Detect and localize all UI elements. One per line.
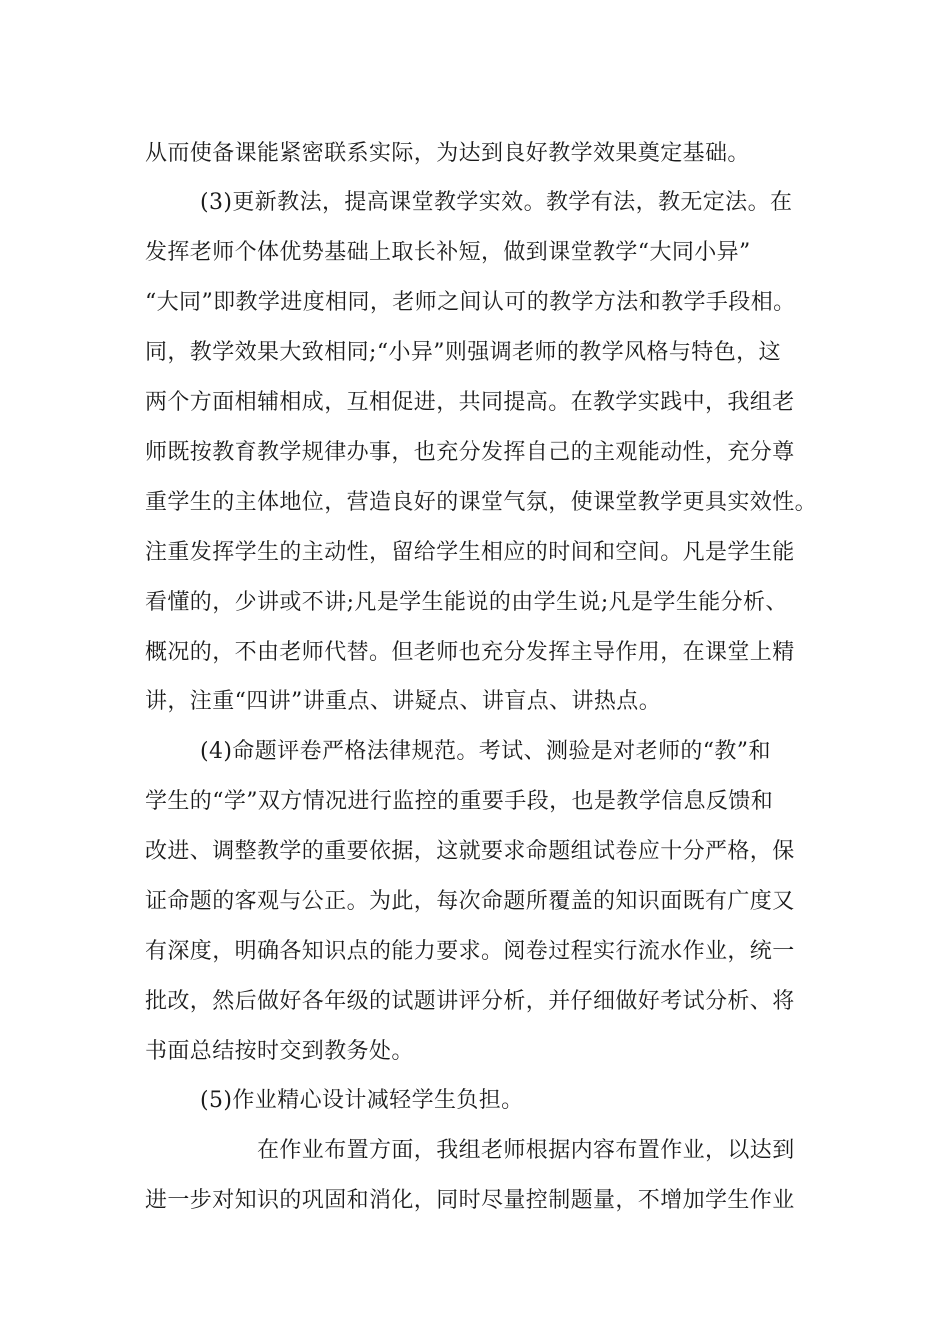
text-line: 同，教学效果大致相同;“小异”则强调老师的教学风格与特色，这 xyxy=(145,340,781,365)
text-line: 概况的，不由老师代替。但老师也充分发挥主导作用，在课堂上精 xyxy=(145,640,795,665)
text-line: (5)作业精心设计减轻学生负担。 xyxy=(200,1088,524,1113)
text-line: “大同”即教学进度相同，老师之间认可的教学方法和教学手段相。 xyxy=(145,290,796,315)
text-line: 在作业布置方面，我组老师根据内容布置作业，以达到 xyxy=(257,1138,795,1163)
text-line: 重学生的主体地位，营造良好的课堂气氛，使课堂教学更具实效性。 xyxy=(145,490,818,515)
text-line: 有深度，明确各知识点的能力要求。阅卷过程实行流水作业，统一 xyxy=(145,939,795,964)
text-line: (3)更新教法，提高课堂教学实效。教学有法，教无定法。在 xyxy=(200,190,793,215)
text-line: 书面总结按时交到教务处。 xyxy=(145,1039,414,1064)
text-line: 两个方面相辅相成，互相促进，共同提高。在教学实践中，我组老 xyxy=(145,390,795,415)
text-line: 学生的“学”双方情况进行监控的重要手段，也是教学信息反馈和 xyxy=(145,789,774,814)
text-line: (4)命题评卷严格法律规范。考试、测验是对老师的“教”和 xyxy=(200,739,771,764)
text-line: 发挥老师个体优势基础上取长补短，做到课堂教学“大同小异” xyxy=(145,240,751,265)
text-line: 从而使备课能紧密联系实际，为达到良好教学效果奠定基础。 xyxy=(145,141,750,166)
text-line: 看懂的，少讲或不讲;凡是学生能说的由学生说;凡是学生能分析、 xyxy=(145,590,788,615)
text-line: 改进、调整教学的重要依据，这就要求命题组试卷应十分严格，保 xyxy=(145,839,795,864)
text-line: 进一步对知识的巩固和消化，同时尽量控制题量，不增加学生作业 xyxy=(145,1188,795,1213)
text-line: 注重发挥学生的主动性，留给学生相应的时间和空间。凡是学生能 xyxy=(145,540,795,565)
text-line: 讲，注重“四讲”讲重点、讲疑点、讲盲点、讲热点。 xyxy=(145,689,662,714)
text-line: 证命题的客观与公正。为此，每次命题所覆盖的知识面既有广度又 xyxy=(145,889,795,914)
text-line: 师既按教育教学规律办事，也充分发挥自己的主观能动性，充分尊 xyxy=(145,440,795,465)
text-line: 批改，然后做好各年级的试题讲评分析，并仔细做好考试分析、将 xyxy=(145,989,795,1014)
